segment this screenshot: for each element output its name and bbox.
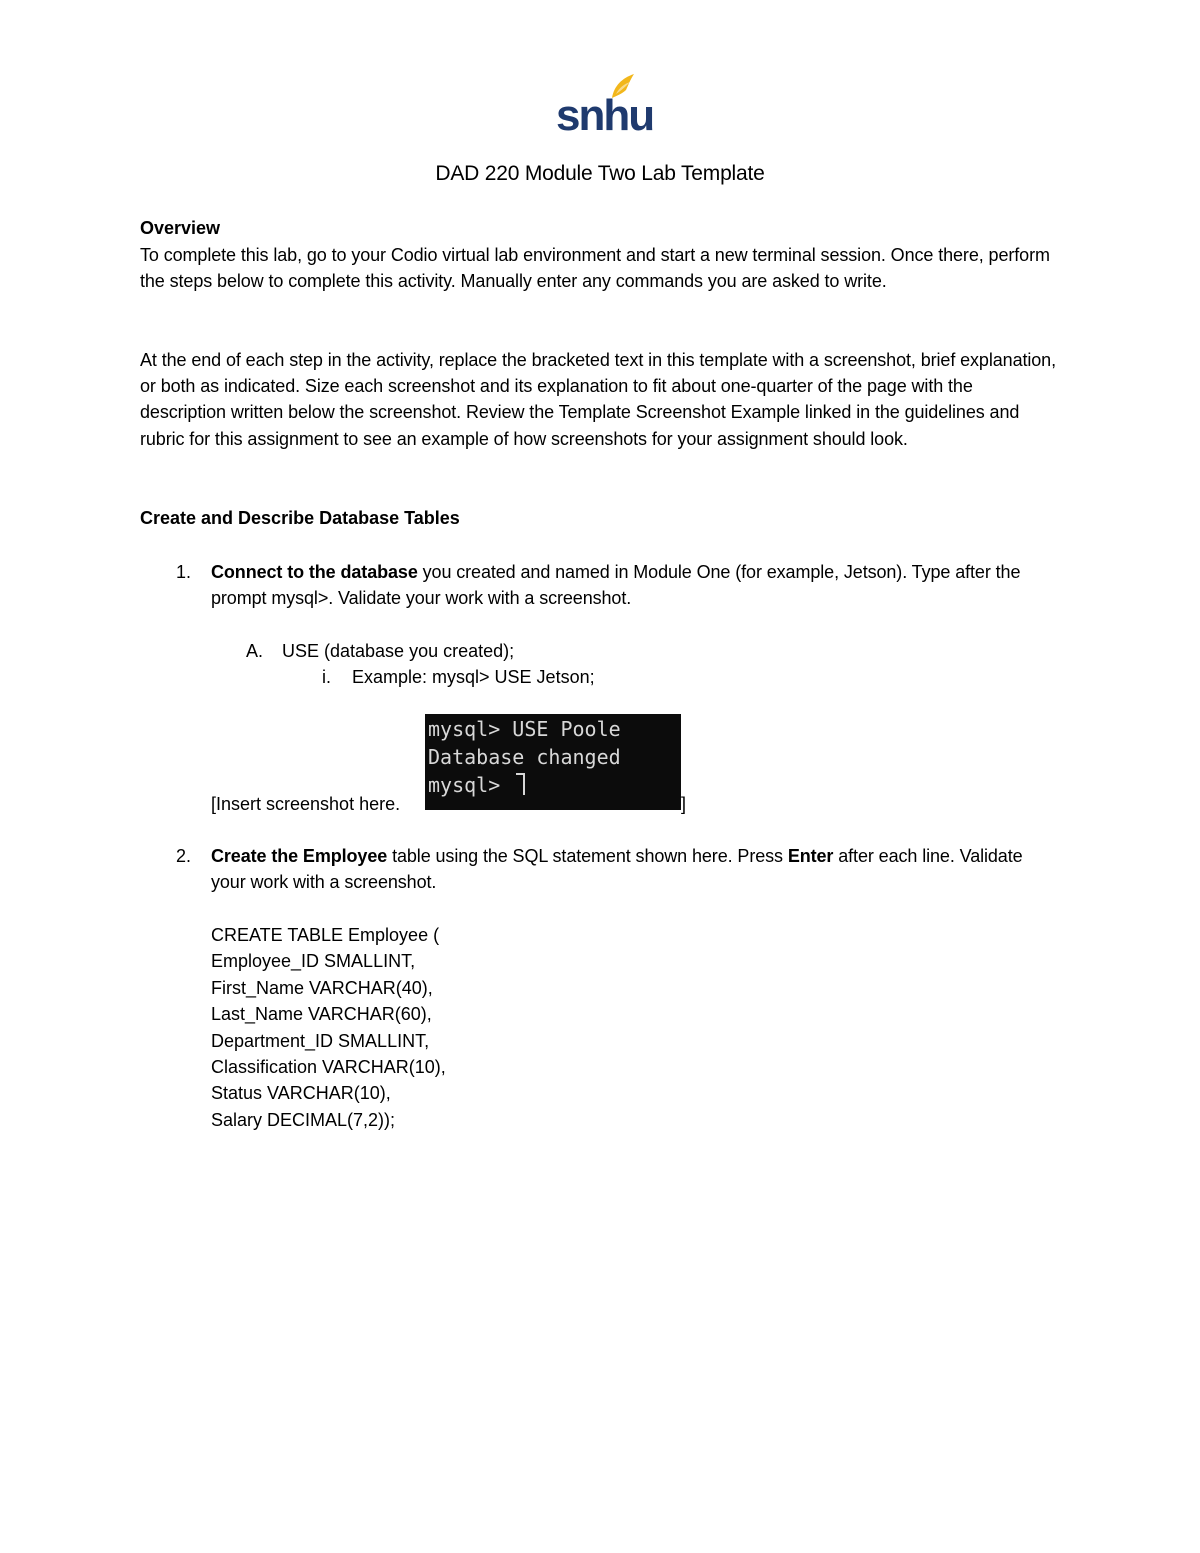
sql-code-line: Classification VARCHAR(10), (211, 1057, 446, 1078)
sql-code-line: CREATE TABLE Employee ( (211, 925, 440, 945)
insert-screenshot-prefix: [Insert screenshot here. (211, 794, 401, 814)
page-title: DAD 220 Module Two Lab Template (435, 162, 765, 185)
snhu-logo (556, 72, 654, 140)
sql-code-line: Employee_ID SMALLINT, (211, 951, 416, 972)
step-1-bold: Connect to the database (211, 562, 418, 582)
step-1-sub-i-marker: i. (322, 667, 331, 687)
snhu-logo-wordmark: snhu (556, 91, 654, 140)
step-2-bold-1: Create the Employee (211, 846, 388, 866)
step-1-sub-a-marker: A. (246, 641, 264, 661)
terminal-line-1: mysql> USE Poole (428, 717, 621, 741)
step-1-sub-i-text: Example: mysql> USE Jetson; (352, 667, 595, 687)
terminal-cursor-icon (516, 773, 525, 795)
terminal-line-3: mysql> (428, 773, 513, 797)
step-2-number: 2. (176, 846, 192, 866)
sql-code-block (211, 922, 446, 1133)
sql-code-line: First_Name VARCHAR(40), (211, 977, 433, 998)
step-2-body-2: after each line. Validate your work with a screenshot. (211, 846, 1023, 893)
section-heading: Create and Describe Database Tables (140, 508, 460, 528)
overview-paragraph-1: To complete this lab, go to your Codio virtual lab environment and start a new terminal session. Once there, perform the steps below to complete this activity. Manually enter any commands you are asked to write. (140, 245, 1050, 292)
step-1-number: 1. (176, 562, 192, 582)
step-1-text (211, 559, 1051, 611)
sql-code-line: Last_Name VARCHAR(60), (211, 1004, 432, 1025)
sql-code-line: Salary DECIMAL(7,2)); (211, 1109, 396, 1130)
step-2-body-1: table using the SQL statement shown here. Press (387, 846, 788, 866)
terminal-screenshot (425, 714, 681, 810)
step-1-sub-a-text: USE (database you created); (282, 641, 515, 661)
sql-code-line: Department_ID SMALLINT, (211, 1030, 430, 1051)
step-1-body: you created and named in Module One (for example, Jetson). Type after the prompt mysql>. Validate your work with a screenshot. (211, 562, 1021, 609)
step-2-bold-2: Enter (787, 846, 834, 866)
insert-screenshot-suffix: ] (681, 794, 687, 814)
overview-paragraph-2: At the end of each step in the activity, replace the bracketed text in this template with a screenshot, brief explanation, or both as indicated. Size each screenshot and its explanation to fit about one-quarter of the page with the description written below the screenshot. Review the Template Screenshot Example linked in the guidelines and rubric for this assignment to see an example of how screenshots for your assignment should look. (140, 350, 1056, 449)
snhu-logo-graphic (556, 72, 654, 140)
step-2-text (211, 843, 1051, 895)
terminal-line-2: Database changed (428, 745, 621, 769)
overview-heading: Overview (140, 218, 221, 238)
terminal-line-3-wrapper (428, 771, 681, 799)
sql-code-line: Status VARCHAR(10), (211, 1083, 391, 1104)
